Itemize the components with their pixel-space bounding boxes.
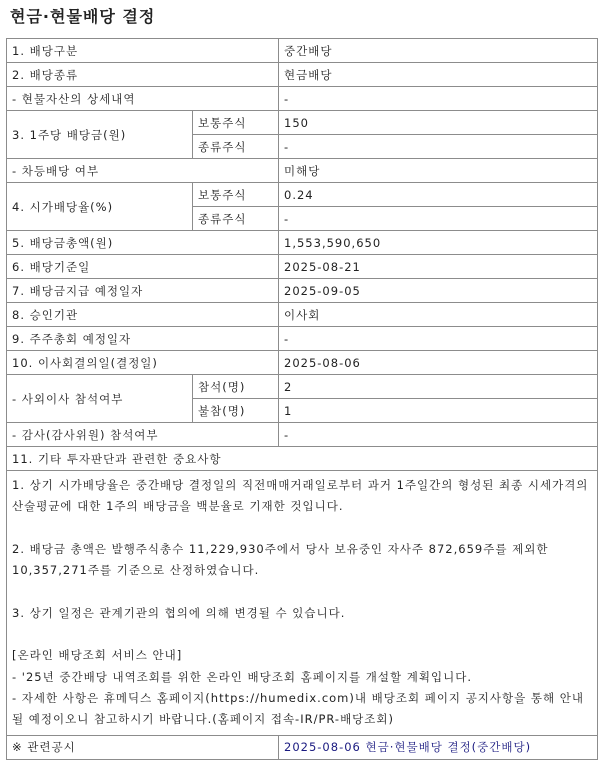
row-value: 중간배당 — [279, 39, 598, 63]
row-label: 11. 기타 투자판단과 관련한 중요사항 — [7, 447, 598, 471]
sub-label: 참석(명) — [193, 375, 279, 399]
row-label: 10. 이사회결의일(결정일) — [7, 351, 279, 375]
row-value: 150 — [279, 111, 598, 135]
row-value: 이사회 — [279, 303, 598, 327]
row-label: 6. 배당기준일 — [7, 255, 279, 279]
table-row — [7, 423, 598, 447]
row-value: 1,553,590,650 — [279, 231, 598, 255]
sub-label: 보통주식 — [193, 111, 279, 135]
table-row — [7, 255, 598, 279]
row-value: 2025-08-06 — [279, 351, 598, 375]
table-row — [7, 39, 598, 63]
row-label: - 감사(감사위원) 참석여부 — [7, 423, 279, 447]
row-value: - — [279, 87, 598, 111]
table-row — [7, 159, 598, 183]
row-label: - 사외이사 참석여부 — [7, 375, 193, 423]
row-value: - — [279, 207, 598, 231]
row-value: - — [279, 327, 598, 351]
table-row — [7, 87, 598, 111]
row-label: 8. 승인기관 — [7, 303, 279, 327]
row-label: 1. 배당구분 — [7, 39, 279, 63]
related-label: ※ 관련공시 — [7, 735, 279, 759]
notes-text: 1. 상기 시가배당율은 중간배당 결정일의 직전매매거래일로부터 과거 1주일간의 형성된 최종 시세가격의 산술평균에 대한 1주의 배당금을 백분율로 기재한 것입니다. 2. 배당금 총액은 발행주식총수 11,229,930주에서 당사 보유중인 자사주 872,659주를 제외한 10,357,271주를 기준으로 산정하였습니다. 3. 상기 일정은 관계기관의 협의에 의해 변경될 수 있습니다. [온라인 배당조회 서비스 안내] - '25년 중간배당 내역조회를 위한 온라인 배당조회 홈페이지를 개설할 계획입니다. - 자세한 사항은 휴메딕스 홈페이지(https://humedix.com)내 배당조회 페이지 공지사항을 통해 안내될 예정이오니 참고하시기 바랍니다.(홈페이지 접속-IR/PR-배당조회) — [7, 471, 598, 736]
row-label: - 현물자산의 상세내역 — [7, 87, 279, 111]
table-row — [7, 351, 598, 375]
row-label: 3. 1주당 배당금(원) — [7, 111, 193, 159]
row-label: 2. 배당종류 — [7, 63, 279, 87]
table-row — [7, 471, 598, 736]
row-value: 2025-08-21 — [279, 255, 598, 279]
row-value: - — [279, 423, 598, 447]
sub-label: 보통주식 — [193, 183, 279, 207]
row-label: 9. 주주총회 예정일자 — [7, 327, 279, 351]
row-value: - — [279, 135, 598, 159]
table-row — [7, 183, 598, 207]
sub-label: 종류주식 — [193, 135, 279, 159]
row-label: 4. 시가배당율(%) — [7, 183, 193, 231]
table-row — [7, 63, 598, 87]
row-label: - 차등배당 여부 — [7, 159, 279, 183]
table-row — [7, 375, 598, 399]
row-value: 0.24 — [279, 183, 598, 207]
sub-label: 종류주식 — [193, 207, 279, 231]
table-row — [7, 447, 598, 471]
row-value: 미해당 — [279, 159, 598, 183]
row-value: 2 — [279, 375, 598, 399]
page-title: 현금·현물배당 결정 — [10, 7, 156, 26]
row-label: 5. 배당금총액(원) — [7, 231, 279, 255]
related-disclosure-link[interactable]: 2025-08-06 현금·현물배당 결정(중간배당) — [279, 735, 598, 759]
table-row — [7, 735, 598, 759]
disclosure-table — [6, 38, 598, 760]
table-row — [7, 303, 598, 327]
row-value: 1 — [279, 399, 598, 423]
sub-label: 불참(명) — [193, 399, 279, 423]
row-label: 7. 배당금지급 예정일자 — [7, 279, 279, 303]
table-row — [7, 327, 598, 351]
row-value: 현금배당 — [279, 63, 598, 87]
row-value: 2025-09-05 — [279, 279, 598, 303]
table-row — [7, 279, 598, 303]
table-row — [7, 111, 598, 135]
table-row — [7, 231, 598, 255]
